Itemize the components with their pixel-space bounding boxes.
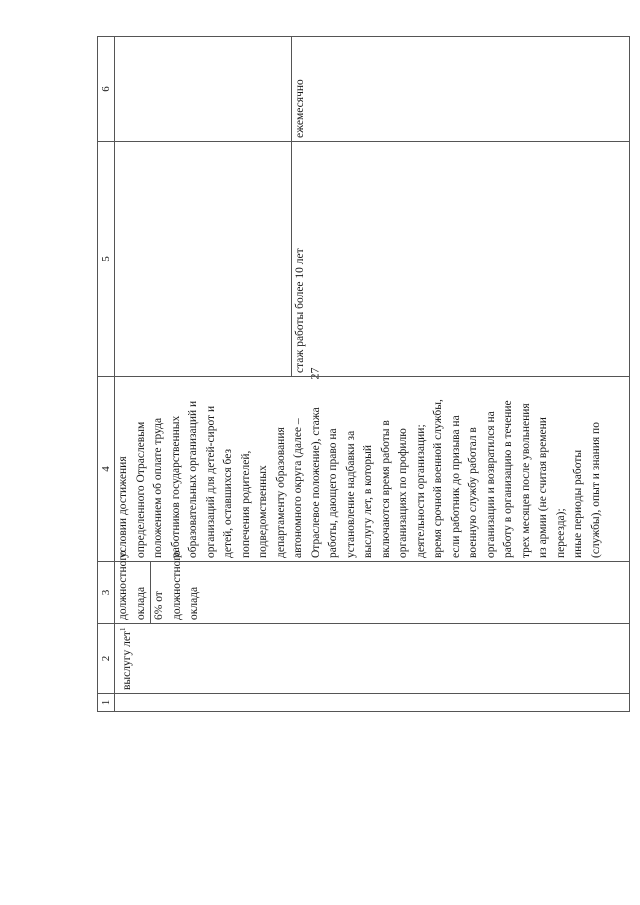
condition-line: организациях по профилю	[397, 428, 409, 558]
condition-line: департаменту образования	[274, 427, 287, 558]
condition-line: трех месяцев после увольнения	[519, 403, 532, 558]
condition-line: работы, дающего право на	[327, 428, 339, 558]
condition-line: детей, оставшихся без	[222, 448, 234, 558]
condition-line: автономного округа (далее –	[292, 418, 304, 558]
condition-line: деятельности организации;	[414, 424, 427, 558]
condition-line: переезда);	[554, 508, 567, 558]
condition-line: включаются время работы в	[379, 420, 392, 558]
header-col-3: 3	[98, 562, 115, 624]
rate-text-1	[115, 550, 150, 620]
condition-line: организаций для детей-сирот и	[204, 405, 217, 558]
condition-line: из армии (не считая времени	[537, 417, 549, 558]
header-row	[98, 37, 115, 712]
condition-line: попечения родителей,	[239, 450, 252, 558]
frequency-text: ежемесячно	[291, 37, 310, 141]
condition-line: время срочной военной службы,	[432, 399, 444, 558]
rotated-table-wrapper	[97, 37, 637, 712]
condition-line: условии достижения	[117, 456, 129, 558]
condition-line: определенного Отраслевым	[134, 421, 147, 558]
condition-line: выслугу лет, в который	[362, 444, 374, 558]
payment-table	[97, 36, 630, 712]
condition-text	[115, 380, 605, 558]
rate-line: оклада	[188, 586, 200, 620]
condition-line: если работник до призыва на	[449, 415, 462, 558]
header-col-1: 1	[98, 694, 115, 712]
condition-line: (службы), опыт и знания по	[589, 422, 602, 558]
header-col-6: 6	[98, 37, 115, 142]
rate-line: оклада	[134, 586, 147, 620]
header-col-4: 4	[98, 377, 115, 562]
cell-col-5	[115, 142, 630, 377]
cell-col-1	[115, 694, 630, 712]
condition-line: положением об оплате труда	[152, 417, 164, 558]
cell-col-2	[115, 624, 630, 694]
frequency-top	[115, 40, 291, 138]
condition-line: военную службу работал в	[467, 427, 479, 558]
rate-line: 6% от	[153, 591, 165, 620]
page-number: 27	[307, 367, 322, 380]
table-row	[115, 37, 630, 712]
condition-line: иные периоды работы	[572, 449, 584, 558]
condition-line: работников государственных	[169, 415, 182, 558]
cell-col-4	[115, 377, 630, 562]
rate-line: должностного	[117, 550, 129, 620]
condition-line: Отраслевое положение), стажа	[309, 407, 322, 558]
condition-line: установление надбавки за	[344, 430, 357, 558]
criteria-text: стаж работы более 10 лет	[291, 142, 310, 376]
condition-line: образовательных организаций и	[187, 400, 199, 558]
criteria-top	[115, 145, 291, 373]
footnote-mark: 1	[119, 627, 127, 632]
condition-line: работу в организацию в течение	[502, 400, 514, 558]
header-col-2: 2	[98, 624, 115, 694]
allowance-label: выслугу лет	[120, 631, 133, 690]
cell-col-3	[115, 550, 630, 624]
condition-line: организации и возвратился на	[484, 411, 497, 558]
header-col-5: 5	[98, 142, 115, 377]
rate-text-2	[150, 550, 204, 623]
cell-col-6	[115, 37, 630, 142]
rate-line: должностного	[170, 550, 183, 620]
condition-line: подведомственных	[257, 465, 269, 558]
